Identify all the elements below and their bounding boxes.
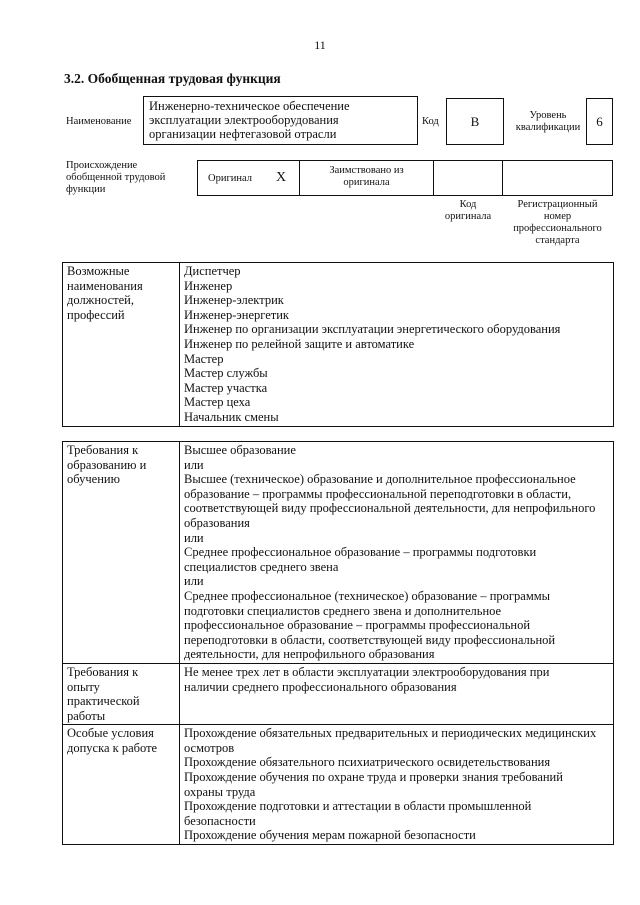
admission-text: Прохождение обязательных предварительных и периодических медицинских осмотров Прохождение обязательного психиатрического освидетельствования Прохождение обучения по охране труда и проверки знания требований охраны труда Прохождение подготовки и аттестации в области промышленной безопасности Прохождение обучения мерам пожарной безопасности (180, 725, 614, 845)
list-item: Диспетчер (184, 264, 241, 278)
origin-code-caption: Код оригинала (444, 199, 492, 222)
table-row (63, 442, 614, 664)
list-item: Инженер-энергетик (184, 307, 289, 322)
positions-list (180, 263, 614, 427)
borrowed-cell: Заимствовано из оригинала (299, 160, 434, 196)
origin-code-cell (433, 160, 503, 196)
level-value: 6 (596, 113, 603, 129)
list-item: Инженер по организации эксплуатации энергетического оборудования (184, 322, 561, 337)
requirements-table (62, 441, 614, 845)
code-value: B (470, 113, 480, 129)
original-label: Оригинал (208, 173, 252, 184)
experience-label: Требования к опыту практической работы (63, 663, 180, 724)
level-value-box (586, 98, 613, 145)
name-value-line: организации нефтегазовой отрасли (149, 127, 337, 141)
list-item: Мастер цеха (184, 395, 251, 410)
list-item: Инженер (184, 278, 233, 293)
list-item: Мастер участка (184, 380, 268, 395)
table-row (63, 725, 614, 845)
education-text: Высшее образование или Высшее (техническое) образование и дополнительное профессиональное образование – программы профессиональной переподготовки в области, соответствующей виду профессиональной деятельности, для непрофильного образования или Среднее профессиональное образование – программы подготовки специалистов среднего звена или Среднее профессиональное (техническое) образование – программы подготовки специалистов среднего звена и дополнительное профессиональное образование – программы профессиональной переподготовки в области, соответствующей виду профессиональной деятельности, для непрофильного образования (180, 442, 614, 664)
reg-number-cell (502, 160, 613, 196)
positions-table (62, 262, 614, 427)
section-title: 3.2. Обобщенная трудовая функция (64, 71, 281, 86)
list-item: Начальник смены (184, 409, 279, 424)
experience-text: Не менее трех лет в области эксплуатации электрооборудования при наличии среднего профессионального образования (180, 663, 614, 724)
page-number: 11 (314, 38, 326, 52)
list-item: Мастер (184, 351, 224, 366)
origin-label: Происхождение обобщенной трудовой функции (66, 160, 166, 195)
code-label: Код (422, 116, 439, 127)
original-cell (197, 160, 300, 196)
table-row (63, 663, 614, 724)
positions-label: Возможные наименования должностей, профессий (63, 263, 180, 427)
name-label: Наименование (66, 116, 132, 127)
table-row (63, 263, 614, 427)
education-label: Требования к образованию и обучению (63, 442, 180, 664)
name-value-line: Инженерно-техническое обеспечение (149, 99, 350, 113)
level-label: Уровень квалификации (515, 110, 581, 133)
list-item: Мастер службы (184, 366, 268, 381)
reg-number-caption: Регистрационный номер профессионального стандарта (513, 199, 602, 246)
list-item: Инженер-электрик (184, 293, 284, 308)
original-mark: X (276, 170, 287, 185)
admission-label: Особые условия допуска к работе (63, 725, 180, 845)
list-item: Инженер по релейной защите и автоматике (184, 336, 415, 351)
name-value-box (143, 96, 418, 145)
name-value-line: эксплуатации электрооборудования (149, 113, 339, 127)
code-value-box (446, 98, 504, 145)
